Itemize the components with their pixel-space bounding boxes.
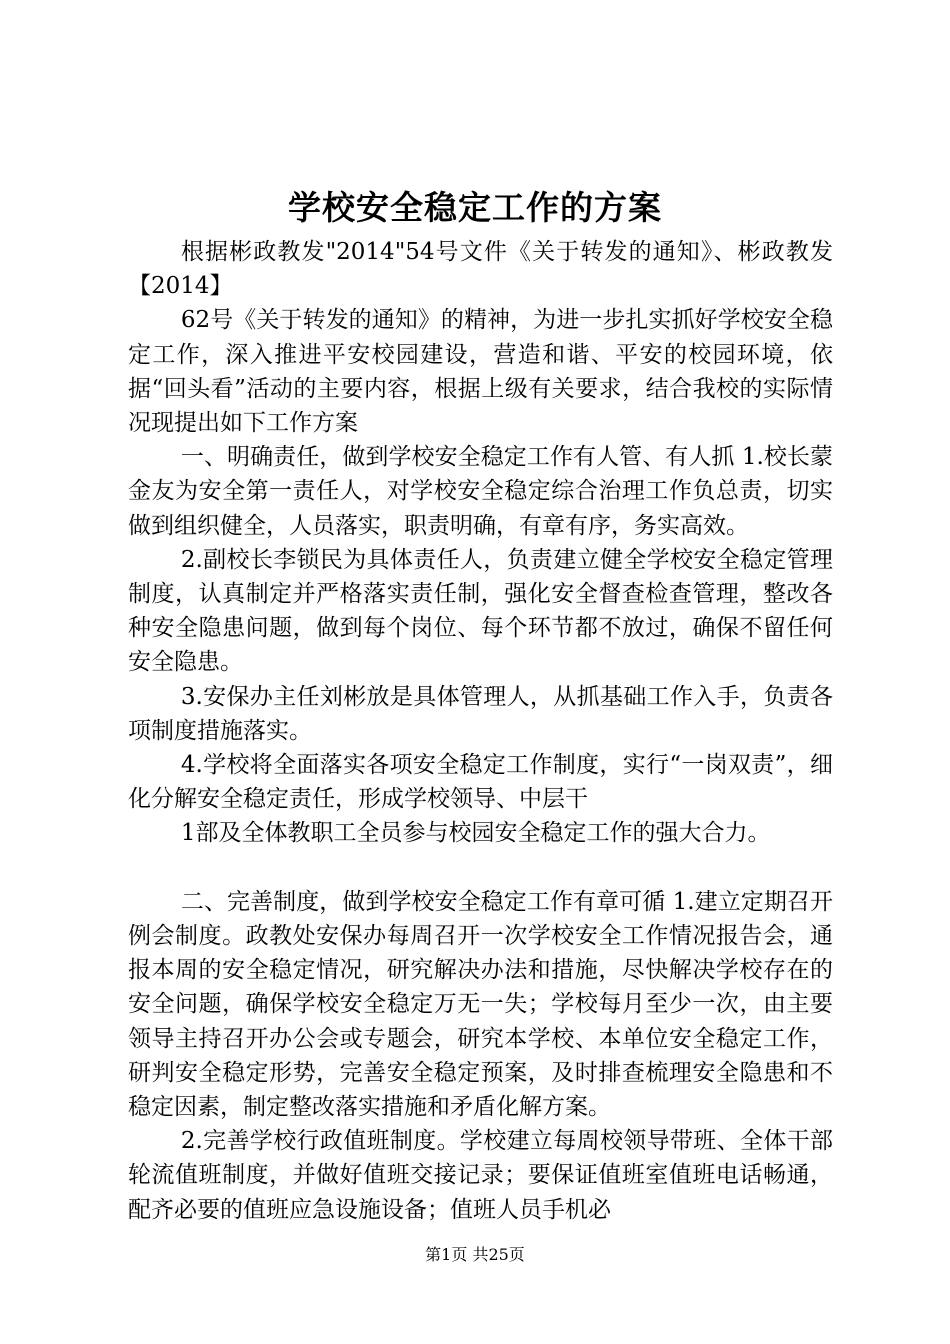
paragraph-5: 3.安保办主任刘彬放是具体管理人，从抓基础工作入手，负责各项制度措施落实。	[128, 683, 833, 744]
paragraph-9: 2.完善学校行政值班制度。学校建立每周校领导带班、全体干部轮流值班制度，并做好值班交接记录；要保证值班室值班电话畅通，配齐必要的值班应急设施设备；值班人员手机必	[128, 1128, 833, 1223]
paragraph-1: 根据彬政教发"2014"54号文件《关于转发的通知》、彬政教发【2014】	[128, 239, 833, 300]
paragraph-spacer	[128, 851, 833, 885]
paragraph-4: 2.副校长李锁民为具体责任人，负责建立健全学校安全稳定管理制度，认真制定并严格落实责任制，强化安全督查检查管理，整改各种安全隐患问题，做到每个岗位、每个环节都不放过，确保不留任何安全隐患。	[128, 546, 833, 676]
paragraph-6: 4.学校将全面落实各项安全稳定工作制度，实行“一岗双责”，细化分解安全稳定责任，形成学校领导、中层干	[128, 752, 833, 813]
document-body	[128, 235, 833, 1227]
paragraph-3: 一、明确责任，做到学校安全稳定工作有人管、有人抓 1.校长蒙金友为安全第一责任人，对学校安全稳定综合治理工作负总责，切实做到组织健全，人员落实，职责明确，有章有序，务实高效。	[128, 444, 833, 539]
paragraph-7: 1部及全体教职工全员参与校园安全稳定工作的强大合力。	[180, 820, 771, 847]
paragraph-2: 62号《关于转发的通知》的精神，为进一步扎实抓好学校安全稳定工作，深入推进平安校园建设，营造和谐、平安的校园环境，依据“回头看”活动的主要内容，根据上级有关要求，结合我校的实际情况现提出如下工作方案	[128, 307, 833, 437]
document-title: 学校安全稳定工作的方案	[288, 188, 662, 227]
page-footer: 第1页 共25页	[425, 1245, 525, 1264]
paragraph-8: 二、完善制度，做到学校安全稳定工作有章可循 1.建立定期召开例会制度。政教处安保办每周召开一次学校安全工作情况报告会，通报本周的安全稳定情况，研究解决办法和措施，尽快解决学校存在的安全问题，确保学校安全稳定万无一失；学校每月至少一次，由主要领导主持召开办公会或专题会，研究本学校、本单位安全稳定工作，研判安全稳定形势，完善安全稳定预案，及时排查梳理安全隐患和不稳定因素，制定整改落实措施和矛盾化解方案。	[128, 888, 833, 1121]
